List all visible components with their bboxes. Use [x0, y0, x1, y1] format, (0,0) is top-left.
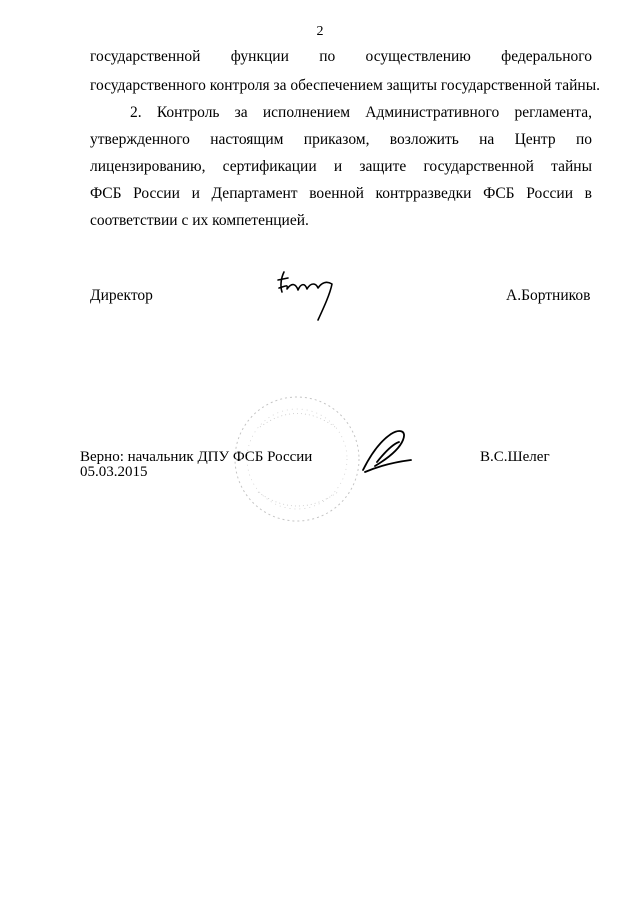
paragraph-2-line-3: лицензированию, сертификации и защите государственной тайны	[90, 158, 592, 175]
paragraph-2-line-2: утвержденного настоящим приказом, возложить на Центр по	[90, 131, 592, 148]
page-number: 2	[316, 24, 324, 39]
paragraph-1-line-2: государственного контроля за обеспечением защиты государственной тайны.	[90, 77, 600, 94]
certifier-handwritten-signature	[355, 422, 415, 477]
paragraph-2-line-5: соответствии с их компетенцией.	[90, 212, 309, 229]
director-handwritten-signature	[272, 262, 342, 324]
paragraph-2-line-1: 2. Контроль за исполнением Административного регламента,	[130, 104, 592, 121]
paragraph-2-line-4: ФСБ России и Департамент военной контрразведки ФСБ России в	[90, 185, 592, 202]
director-title: Директор	[90, 287, 153, 304]
certification-date: 05.03.2015	[80, 464, 148, 480]
certifier-name: В.С.Шелег	[480, 449, 550, 465]
paragraph-1-line-1: государственной функции по осуществлению федерального	[90, 48, 592, 65]
director-name: А.Бортников	[506, 287, 591, 304]
certification-label: Верно: начальник ДПУ ФСБ России	[80, 449, 313, 465]
